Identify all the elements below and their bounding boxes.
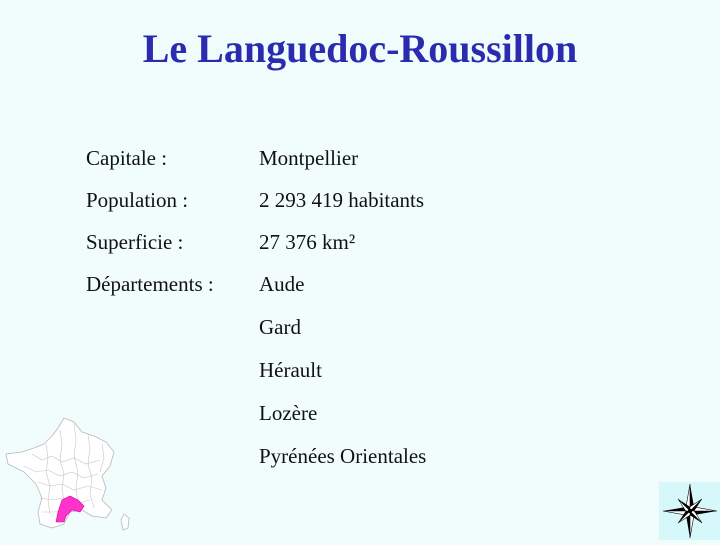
departement-item: Pyrénées Orientales xyxy=(259,444,427,468)
departement-item: Gard xyxy=(259,315,301,339)
compass-rose-icon xyxy=(659,482,720,540)
compass-panel xyxy=(659,482,720,540)
departements-label: Départements : xyxy=(86,272,214,296)
departement-item: Hérault xyxy=(259,358,322,382)
superficie-value: 27 376 km² xyxy=(259,230,356,254)
superficie-label: Superficie : xyxy=(86,230,184,254)
capitale-value: Montpellier xyxy=(259,146,359,170)
capitale-label: Capitale : xyxy=(86,146,168,170)
departement-item: Lozère xyxy=(259,401,318,425)
france-map-icon xyxy=(2,414,138,538)
departement-item: Aude xyxy=(259,272,305,296)
slide-title: Le Languedoc-Roussillon xyxy=(142,26,578,71)
population-value: 2 293 419 habitants xyxy=(259,188,425,212)
population-label: Population : xyxy=(86,188,189,212)
